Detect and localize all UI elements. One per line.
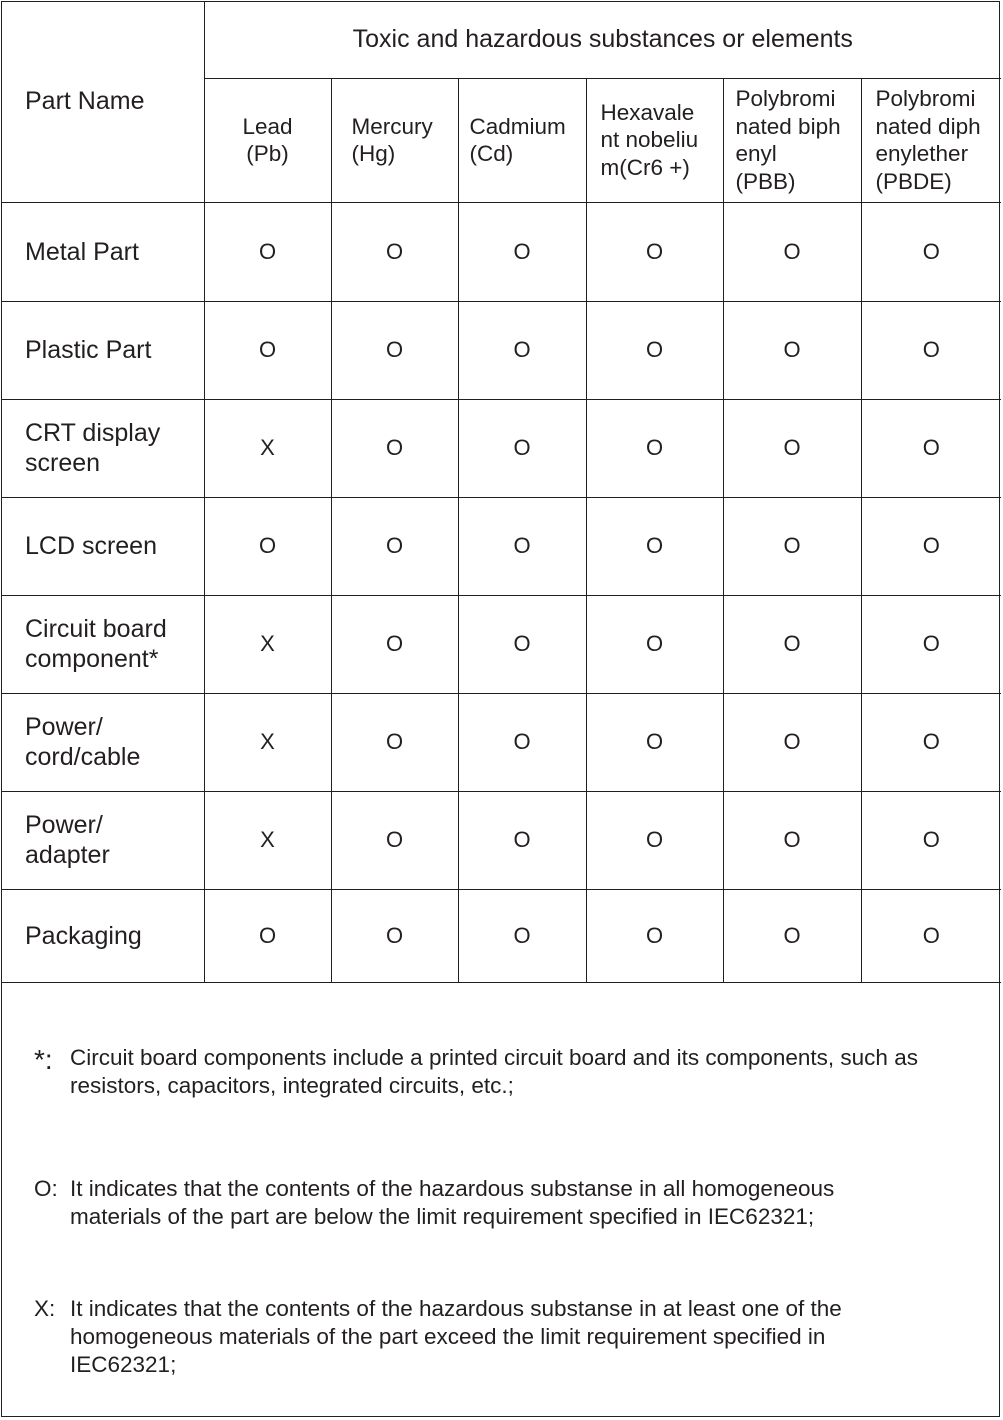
table-row: [1, 399, 1001, 497]
substance-mark-cell: O: [723, 791, 861, 889]
substance-mark-cell: O: [331, 595, 458, 693]
substance-mark-cell: X: [204, 693, 331, 791]
substance-mark-cell: O: [586, 791, 723, 889]
substance-mark-cell: O: [331, 791, 458, 889]
part-name-cell: Circuit board component*: [1, 595, 204, 693]
table-row: [1, 791, 1001, 889]
table-row: [1, 693, 1001, 791]
substance-mark-cell: X: [204, 791, 331, 889]
substance-mark-cell: O: [723, 497, 861, 595]
substance-mark-cell: O: [586, 693, 723, 791]
note-symbol: O:: [34, 1176, 58, 1201]
substance-header-mercury: Mercury (Hg): [331, 78, 458, 202]
table-row: [1, 889, 1001, 982]
substance-mark-cell: O: [204, 889, 331, 982]
substance-mark-cell: O: [723, 595, 861, 693]
note-x: [0, 1295, 930, 1379]
part-name-cell: Power/ adapter: [1, 791, 204, 889]
substance-mark-cell: O: [458, 595, 586, 693]
note-o: [0, 1175, 930, 1231]
substance-header-pbb: Polybromi nated biph enyl (PBB): [723, 78, 861, 202]
table-row: [1, 301, 1001, 399]
part-name-cell: Metal Part: [1, 202, 204, 301]
substance-mark-cell: O: [861, 693, 1001, 791]
note-text: It indicates that the contents of the hazardous substanse in all homogeneous materials of the part are below the limit requirement specified in IEC62321;: [70, 1176, 835, 1229]
table-row: [1, 497, 1001, 595]
substance-mark-cell: O: [331, 301, 458, 399]
substance-mark-cell: O: [586, 595, 723, 693]
substance-mark-cell: X: [204, 595, 331, 693]
substance-mark-cell: O: [861, 399, 1001, 497]
substance-mark-cell: O: [204, 301, 331, 399]
substances-group-header: Toxic and hazardous substances or elements: [204, 1, 1001, 78]
substance-mark-cell: O: [458, 693, 586, 791]
substance-mark-cell: O: [458, 399, 586, 497]
part-name-cell: Power/ cord/cable: [1, 693, 204, 791]
part-name-cell: Packaging: [1, 889, 204, 982]
note-asterisk: [0, 1044, 930, 1100]
substance-mark-cell: O: [331, 202, 458, 301]
substance-mark-cell: O: [331, 889, 458, 982]
substance-mark-cell: O: [861, 889, 1001, 982]
substance-mark-cell: O: [723, 889, 861, 982]
substance-mark-cell: O: [458, 202, 586, 301]
substance-mark-cell: O: [458, 889, 586, 982]
substance-mark-cell: O: [331, 399, 458, 497]
substance-mark-cell: O: [723, 301, 861, 399]
substance-header-hexavalent: Hexavale nt nobeliu m(Cr6 +): [586, 78, 723, 202]
substance-mark-cell: O: [586, 889, 723, 982]
substance-mark-cell: O: [861, 202, 1001, 301]
substance-header-lead: Lead (Pb): [204, 78, 331, 202]
substance-mark-cell: X: [204, 399, 331, 497]
part-name-header: Part Name: [1, 1, 204, 202]
part-name-cell: Plastic Part: [1, 301, 204, 399]
substance-mark-cell: O: [458, 497, 586, 595]
substance-mark-cell: O: [723, 202, 861, 301]
substance-mark-cell: O: [723, 399, 861, 497]
substance-mark-cell: O: [586, 399, 723, 497]
substance-mark-cell: O: [586, 497, 723, 595]
footnotes: [0, 1030, 1003, 1379]
note-symbol: *:: [34, 1044, 53, 1075]
substance-mark-cell: O: [458, 791, 586, 889]
part-name-cell: LCD screen: [1, 497, 204, 595]
table-row: [1, 202, 1001, 301]
substance-mark-cell: O: [861, 497, 1001, 595]
note-text: It indicates that the contents of the hazardous substanse in at least one of the homogeneous materials of the part exceed the limit requirement specified in IEC62321;: [70, 1296, 842, 1377]
substance-header-cadmium: Cadmium (Cd): [458, 78, 586, 202]
substance-mark-cell: O: [723, 693, 861, 791]
hazardous-substances-table: [1, 1, 1001, 983]
substance-mark-cell: O: [861, 791, 1001, 889]
substance-mark-cell: O: [586, 301, 723, 399]
substance-mark-cell: O: [861, 301, 1001, 399]
substance-mark-cell: O: [458, 301, 586, 399]
note-symbol: X:: [34, 1296, 56, 1321]
substance-mark-cell: O: [204, 202, 331, 301]
table-row: [1, 595, 1001, 693]
substance-mark-cell: O: [586, 202, 723, 301]
substance-mark-cell: O: [204, 497, 331, 595]
substance-mark-cell: O: [861, 595, 1001, 693]
note-text: Circuit board components include a printed circuit board and its components, such as resistors, capacitors, integrated circuits, etc.;: [70, 1045, 918, 1098]
substance-header-pbde: Polybromi nated diph enylether (PBDE): [861, 78, 1001, 202]
part-name-cell: CRT display screen: [1, 399, 204, 497]
substance-mark-cell: O: [331, 693, 458, 791]
substance-mark-cell: O: [331, 497, 458, 595]
header-row-group: [1, 1, 1001, 78]
